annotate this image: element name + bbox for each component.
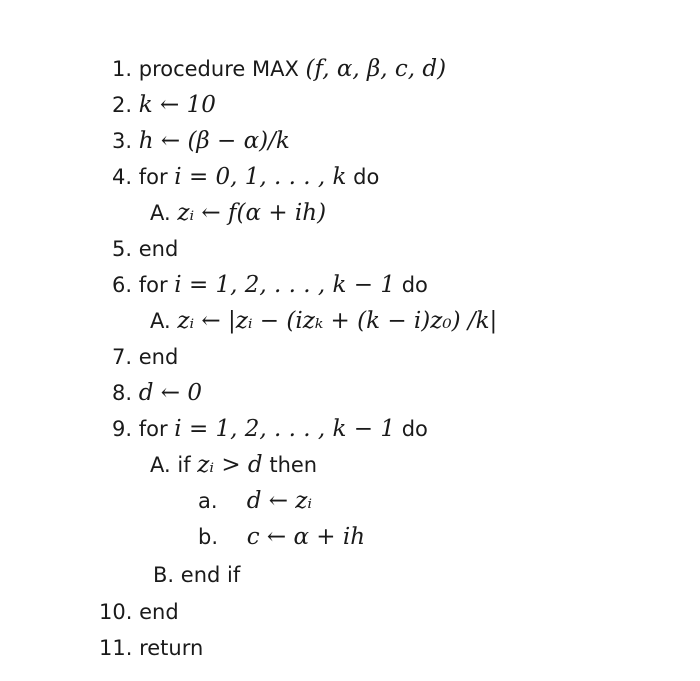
step-number: B. (153, 563, 175, 587)
step-9 (112, 411, 428, 447)
step-9a (150, 447, 317, 483)
step-text: end (139, 600, 179, 624)
step-text: for (138, 165, 168, 189)
step-number: 8. (112, 381, 133, 405)
step-4 (112, 159, 379, 195)
step-text-suffix: do (401, 417, 428, 441)
step-6 (112, 267, 428, 303)
step-4a (150, 195, 326, 231)
step-5 (112, 231, 178, 267)
step-text: procedure MAX (138, 57, 299, 81)
step-3 (112, 123, 290, 159)
step-2 (112, 87, 216, 123)
step-6a (150, 303, 497, 339)
step-text-suffix: do (353, 165, 380, 189)
step-number: A. (150, 453, 171, 477)
step-number: 11. (99, 636, 133, 660)
step-number: A. (150, 201, 171, 225)
step-text: end (138, 345, 179, 369)
step-text: if (177, 453, 191, 477)
step-math: h ← (β − α)/k (138, 128, 290, 154)
step-number: b. (198, 525, 219, 549)
step-math: (f, α, β, c, d) (305, 56, 447, 82)
step-math: zᵢ ← |zᵢ − (izₖ + (k − i)z₀) /k| (177, 308, 498, 334)
step-number: 6. (112, 273, 133, 297)
step-math: zᵢ > d (197, 452, 263, 478)
step-number: 3. (112, 129, 133, 153)
step-7 (112, 339, 178, 375)
step-number: 4. (112, 165, 133, 189)
step-math: i = 1, 2, . . . , k − 1 (174, 416, 396, 442)
step-number: 5. (112, 237, 133, 261)
step-number: 2. (112, 93, 133, 117)
step-text: end if (180, 563, 241, 587)
step-number: a. (198, 489, 218, 513)
step-text-suffix: do (401, 273, 428, 297)
step-10 (99, 594, 179, 630)
step-11 (99, 630, 203, 666)
step-number: A. (150, 309, 171, 333)
step-number: 1. (112, 57, 133, 81)
step-number: 9. (112, 417, 133, 441)
step-math: i = 0, 1, . . . , k (174, 164, 347, 190)
step-text: for (138, 417, 168, 441)
step-math: d ← 0 (138, 380, 202, 406)
step-9a-b (198, 519, 365, 555)
step-math: k ← 10 (138, 92, 216, 118)
step-text: end (138, 237, 179, 261)
step-text-suffix: then (269, 453, 318, 477)
step-math: d ← zᵢ (246, 488, 313, 514)
step-8 (112, 375, 202, 411)
step-math: i = 1, 2, . . . , k − 1 (174, 272, 396, 298)
step-number: 10. (99, 600, 133, 624)
step-text: return (139, 636, 204, 660)
step-math: c ← α + ih (246, 524, 366, 550)
step-1 (112, 51, 446, 87)
step-number: 7. (112, 345, 133, 369)
step-text: for (138, 273, 168, 297)
step-9a-a (198, 483, 312, 519)
step-9b (153, 557, 240, 593)
step-math: zᵢ ← f(α + ih) (177, 200, 327, 226)
